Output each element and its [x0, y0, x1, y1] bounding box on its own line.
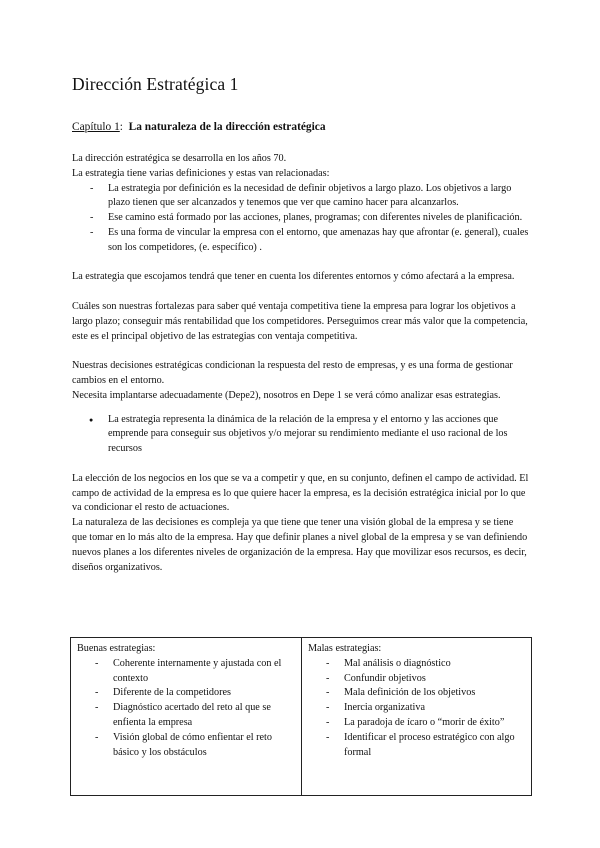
- bad-strategies-list: [308, 657, 525, 761]
- good-strategies-cell: [71, 638, 301, 795]
- list-item: - Mala definición de los objetivos: [344, 686, 525, 701]
- paragraph: La naturaleza de las decisiones es compleja ya que tiene que tener una visión global de la empresa y se tiene que tomar en lo más alto de la empresa. Hay que definir planes a nivel global de la empresa y se van definiendo nuevos planes a los diferentes niveles de organización de la empresa. Hay que movilizar esos recursos, es decir, diseños organizativos.: [72, 517, 528, 573]
- bad-strategies-title: Malas estrategias:: [308, 643, 382, 654]
- definitions-intro: La estrategia tiene varias definiciones y estas van relacionadas:: [72, 167, 330, 179]
- paragraph: Necesita implantarse adecuadamente (Depe2), nosotros en Depe 1 se verá cómo analizar esas estrategias.: [72, 389, 501, 401]
- list-item: - Inercia organizativa: [344, 701, 525, 716]
- chapter-title: La naturaleza de la dirección estratégica: [128, 121, 326, 133]
- strategies-table: [70, 637, 532, 796]
- list-item: ● La estrategia representa la dinámica de la relación de la empresa y el entorno y las acciones que emprende para conseguir sus objetivos y/o mejorar su rendimiento mediante el uso racional de los recursos: [108, 413, 530, 457]
- list-item: - Coherente internamente y ajustada con el contexto: [113, 657, 295, 687]
- paragraph: La elección de los negocios en los que se va a competir y que, en su conjunto, definen el campo de actividad. El campo de actividad de la empresa es lo que quiere hacer la empresa, es la decisión estratégica inicial por lo que va condicionar el resto de actuaciones.: [72, 472, 529, 514]
- paragraph: Nuestras decisiones estratégicas condicionan la respuesta del resto de empresas, y es una forma de gestionar cambios en el entorno.: [72, 360, 513, 386]
- bad-strategies-cell: [301, 638, 531, 795]
- document-body: [72, 152, 530, 575]
- chapter-number: Capítulo 1: [72, 121, 120, 133]
- list-item: - La paradoja de ícaro o “morir de éxito”: [344, 716, 525, 731]
- paragraph: La estrategia que escojamos tendrá que tener en cuenta los diferentes entornos y cómo afectará a la empresa.: [72, 271, 515, 283]
- intro-line: La dirección estratégica se desarrolla en los años 70.: [72, 153, 287, 164]
- page-title: Dirección Estratégica 1: [72, 74, 239, 94]
- list-item: - Confundir objetivos: [344, 672, 525, 687]
- bullet-list: [72, 413, 530, 457]
- list-item: - Visión global de cómo enfientar el reto básico y los obstáculos: [113, 731, 295, 761]
- list-item: - Diagnóstico acertado del reto al que se enfienta la empresa: [113, 701, 295, 731]
- list-item: - La estrategia por definición es la necesidad de definir objetivos a largo plazo. Los objetivos a largo plazo tienen que ser alcanzados y tenemos que ver que camino hacer para alcanzarlos.: [108, 182, 530, 212]
- paragraph: Cuáles son nuestras fortalezas para saber qué ventaja competitiva tiene la empresa para lograr los objetivos a largo plazo; conseguir más rentabilidad que los competidores. Perseguimos crear más valor que la competencia, este es el principal objetivo de las estrategias con ventaja competitiva.: [72, 300, 528, 342]
- chapter-heading: [72, 121, 326, 133]
- definitions-list: [72, 182, 530, 256]
- list-item: - Mal análisis o diagnóstico: [344, 657, 525, 672]
- good-strategies-list: [77, 657, 295, 761]
- good-strategies-title: Buenas estrategias:: [77, 643, 156, 654]
- chapter-separator: :: [119, 121, 123, 133]
- list-item: - Identificar el proceso estratégico con algo formal: [344, 731, 525, 761]
- list-item: - Es una forma de vincular la empresa con el entorno, que amenazas hay que afrontar (e. general), cuales son los competidores, (e. específico) .: [108, 226, 530, 256]
- list-item: - Ese camino está formado por las acciones, planes, programas; con diferentes niveles de planificación.: [108, 211, 530, 226]
- list-item: - Diferente de la competidores: [113, 686, 295, 701]
